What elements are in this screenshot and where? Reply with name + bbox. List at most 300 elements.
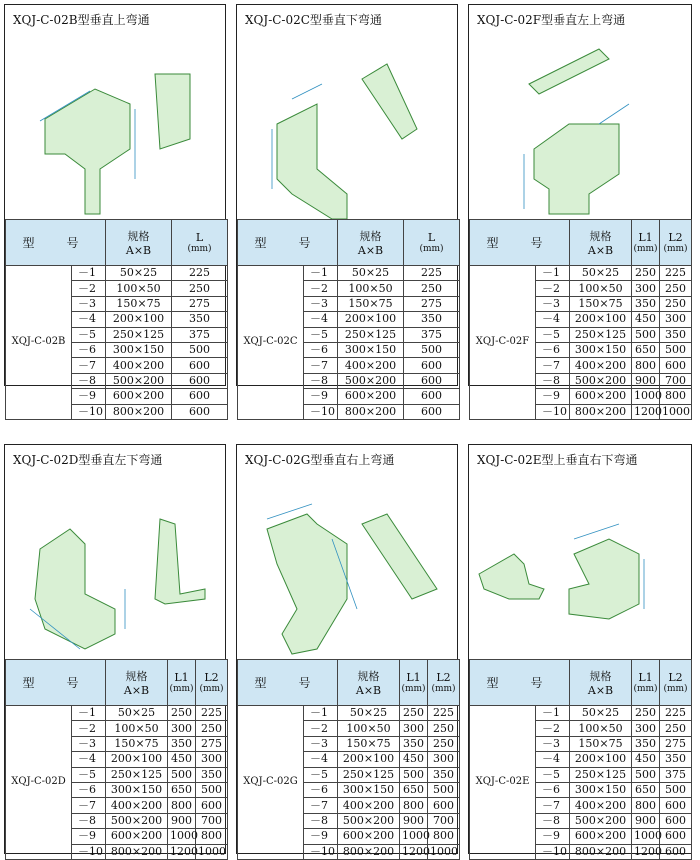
model-suffix: －6 — [304, 342, 338, 357]
length-l2: 600 — [660, 844, 692, 859]
model-name: XQJ-C-02F — [470, 266, 536, 420]
spec-value: 150×75 — [106, 736, 168, 751]
header-spec-label: 规格 — [589, 670, 612, 683]
header-c1 — [632, 660, 660, 706]
length-l2: 500 — [428, 782, 460, 797]
spec-table — [5, 659, 228, 860]
spec-value: 400×200 — [338, 798, 400, 813]
spec-value: 100×50 — [106, 281, 172, 296]
length-l1: 600 — [404, 358, 460, 373]
header-unit: (mm) — [169, 684, 194, 694]
length-l1: 350 — [400, 736, 428, 751]
length-l1: 500 — [632, 767, 660, 782]
header-c1 — [400, 660, 428, 706]
table-row — [470, 706, 692, 721]
header-c1 — [632, 220, 660, 266]
spec-value: 400×200 — [338, 358, 404, 373]
model-suffix: －2 — [536, 721, 570, 736]
length-l1: 275 — [404, 296, 460, 311]
header-length-label: L — [427, 231, 436, 244]
length-l1: 450 — [632, 312, 660, 327]
panel-02e — [468, 444, 692, 858]
model-suffix: －7 — [72, 358, 106, 373]
model-suffix: －10 — [72, 404, 106, 419]
model-suffix: －7 — [536, 358, 570, 373]
length-l2: 500 — [196, 782, 228, 797]
header-spec — [570, 220, 632, 266]
model-suffix: －9 — [72, 829, 106, 844]
header-unit: (mm) — [633, 684, 658, 694]
bend-right-down-illustration — [469, 469, 693, 679]
header-c1 — [404, 220, 460, 266]
length-l1: 450 — [168, 752, 196, 767]
model-suffix: －6 — [536, 342, 570, 357]
header-spec — [570, 660, 632, 706]
spec-value: 800×200 — [338, 404, 404, 419]
spec-value: 500×200 — [338, 813, 400, 828]
table-row — [6, 266, 228, 281]
panel-02f — [468, 4, 692, 418]
header-length-label: L2 — [668, 671, 683, 684]
model-name: XQJ-C-02E — [470, 706, 536, 860]
header-length-label: L1 — [406, 671, 421, 684]
spec-table — [237, 219, 460, 420]
length-l1: 300 — [168, 721, 196, 736]
spec-value: 400×200 — [106, 798, 168, 813]
model-suffix: －3 — [536, 736, 570, 751]
model-suffix: －8 — [72, 373, 106, 388]
spec-value: 250×125 — [106, 767, 168, 782]
length-l2: 275 — [660, 736, 692, 751]
length-l1: 300 — [632, 721, 660, 736]
length-l2: 250 — [196, 721, 228, 736]
panel-02g — [236, 444, 459, 858]
length-l1: 1200 — [168, 844, 196, 859]
model-suffix: －4 — [536, 752, 570, 767]
model-suffix: －2 — [72, 281, 106, 296]
product-illustration — [5, 469, 225, 683]
spec-value: 600×200 — [338, 829, 400, 844]
header-spec-label: 规格 — [359, 230, 382, 243]
length-l2: 1000 — [196, 844, 228, 859]
length-l1: 350 — [172, 312, 228, 327]
model-suffix: －5 — [536, 327, 570, 342]
product-illustration — [237, 29, 457, 223]
header-c2 — [660, 220, 692, 266]
header-spec-dims: A×B — [125, 244, 152, 257]
spec-value: 300×150 — [106, 782, 168, 797]
length-l1: 1000 — [400, 829, 428, 844]
model-suffix: －7 — [536, 798, 570, 813]
length-l1: 1200 — [400, 844, 428, 859]
panel-02b — [4, 4, 226, 418]
length-l1: 250 — [168, 706, 196, 721]
table-row — [470, 266, 692, 281]
spec-value: 50×25 — [106, 266, 172, 281]
spec-value: 200×100 — [106, 312, 172, 327]
spec-value: 800×200 — [338, 844, 400, 859]
spec-value: 500×200 — [570, 373, 632, 388]
header-length-label: L1 — [638, 231, 653, 244]
bend-right-up-illustration — [237, 469, 459, 679]
spec-value: 200×100 — [570, 312, 632, 327]
model-suffix: －9 — [536, 389, 570, 404]
length-l1: 275 — [172, 296, 228, 311]
length-l1: 350 — [404, 312, 460, 327]
length-l1: 1000 — [632, 829, 660, 844]
length-l1: 250 — [400, 706, 428, 721]
spec-value: 150×75 — [338, 736, 400, 751]
model-suffix: －3 — [304, 296, 338, 311]
length-l1: 1000 — [632, 389, 660, 404]
model-suffix: －1 — [72, 706, 106, 721]
length-l1: 250 — [172, 281, 228, 296]
length-l1: 225 — [404, 266, 460, 281]
panel-title: XQJ-C-02C型垂直下弯通 — [245, 13, 382, 27]
table-row — [238, 706, 460, 721]
length-l1: 600 — [172, 358, 228, 373]
spec-value: 250×125 — [106, 327, 172, 342]
spec-table — [469, 659, 692, 860]
length-l2: 225 — [660, 266, 692, 281]
length-l2: 800 — [660, 389, 692, 404]
model-suffix: －8 — [536, 373, 570, 388]
spec-value: 50×25 — [570, 266, 632, 281]
model-suffix: －7 — [304, 798, 338, 813]
length-l1: 450 — [632, 752, 660, 767]
header-c2 — [428, 660, 460, 706]
spec-table — [5, 219, 228, 420]
length-l2: 250 — [428, 736, 460, 751]
model-suffix: －6 — [536, 782, 570, 797]
model-suffix: －9 — [304, 389, 338, 404]
spec-value: 250×125 — [570, 767, 632, 782]
model-suffix: －6 — [72, 342, 106, 357]
length-l1: 800 — [632, 358, 660, 373]
length-l1: 350 — [632, 296, 660, 311]
spec-value: 50×25 — [570, 706, 632, 721]
spec-value: 300×150 — [570, 342, 632, 357]
header-spec-dims: A×B — [587, 244, 614, 257]
model-suffix: －4 — [304, 752, 338, 767]
header-spec — [338, 660, 400, 706]
length-l2: 225 — [196, 706, 228, 721]
model-suffix: －9 — [72, 389, 106, 404]
spec-value: 800×200 — [106, 404, 172, 419]
length-l1: 500 — [400, 767, 428, 782]
spec-value: 200×100 — [570, 752, 632, 767]
length-l2: 1000 — [428, 844, 460, 859]
length-l1: 375 — [404, 327, 460, 342]
spec-value: 200×100 — [106, 752, 168, 767]
model-name: XQJ-C-02G — [238, 706, 304, 860]
length-l2: 700 — [428, 813, 460, 828]
header-spec-label: 规格 — [357, 670, 380, 683]
spec-value: 500×200 — [570, 813, 632, 828]
table-row — [6, 706, 228, 721]
length-l2: 350 — [428, 767, 460, 782]
length-l2: 600 — [660, 358, 692, 373]
spec-value: 150×75 — [570, 296, 632, 311]
model-suffix: －6 — [72, 782, 106, 797]
length-l1: 600 — [404, 389, 460, 404]
length-l2: 225 — [660, 706, 692, 721]
header-model: 型 号 — [238, 660, 338, 706]
spec-value: 100×50 — [338, 281, 404, 296]
length-l1: 300 — [400, 721, 428, 736]
length-l1: 500 — [632, 327, 660, 342]
spec-value: 400×200 — [570, 358, 632, 373]
header-length-label: L2 — [204, 671, 219, 684]
length-l1: 500 — [404, 342, 460, 357]
bend-left-up-illustration — [469, 29, 693, 219]
header-model: 型 号 — [470, 220, 570, 266]
product-illustration — [5, 29, 225, 223]
bend-down-illustration — [237, 29, 459, 219]
model-suffix: －5 — [72, 767, 106, 782]
length-l1: 650 — [168, 782, 196, 797]
length-l2: 375 — [660, 767, 692, 782]
spec-value: 300×150 — [106, 342, 172, 357]
length-l1: 600 — [404, 404, 460, 419]
length-l2: 350 — [660, 752, 692, 767]
length-l1: 1200 — [632, 844, 660, 859]
length-l1: 500 — [172, 342, 228, 357]
length-l1: 900 — [632, 373, 660, 388]
length-l1: 450 — [400, 752, 428, 767]
spec-value: 250×125 — [338, 767, 400, 782]
spec-value: 150×75 — [338, 296, 404, 311]
header-unit: (mm) — [199, 684, 224, 694]
length-l2: 600 — [428, 798, 460, 813]
spec-value: 100×50 — [570, 281, 632, 296]
model-suffix: －8 — [72, 813, 106, 828]
panel-title: XQJ-C-02D型垂直左下弯通 — [13, 453, 163, 467]
length-l1: 250 — [404, 281, 460, 296]
spec-value: 50×25 — [338, 266, 404, 281]
spec-value: 600×200 — [570, 829, 632, 844]
panel-02c — [236, 4, 458, 418]
header-spec-label: 规格 — [125, 670, 148, 683]
length-l2: 350 — [196, 767, 228, 782]
model-suffix: －5 — [536, 767, 570, 782]
header-c2 — [660, 660, 692, 706]
length-l1: 300 — [632, 281, 660, 296]
header-unit: (mm) — [187, 244, 212, 254]
length-l1: 650 — [400, 782, 428, 797]
model-suffix: －10 — [72, 844, 106, 859]
panel-title: XQJ-C-02G型垂直右上弯通 — [245, 453, 395, 467]
spec-table — [469, 219, 692, 420]
header-spec-label: 规格 — [127, 230, 150, 243]
model-suffix: －5 — [72, 327, 106, 342]
header-length-label: L1 — [174, 671, 189, 684]
length-l1: 1200 — [632, 404, 660, 419]
model-suffix: －3 — [536, 296, 570, 311]
length-l1: 800 — [632, 798, 660, 813]
length-l1: 375 — [172, 327, 228, 342]
model-suffix: －4 — [304, 312, 338, 327]
model-suffix: －9 — [304, 829, 338, 844]
length-l2: 600 — [660, 798, 692, 813]
length-l2: 225 — [428, 706, 460, 721]
model-name: XQJ-C-02B — [6, 266, 72, 420]
length-l2: 1000 — [660, 404, 692, 419]
length-l2: 600 — [660, 829, 692, 844]
length-l1: 350 — [168, 736, 196, 751]
model-suffix: －4 — [72, 752, 106, 767]
spec-value: 100×50 — [106, 721, 168, 736]
header-model: 型 号 — [238, 220, 338, 266]
header-unit: (mm) — [633, 244, 658, 254]
model-suffix: －10 — [304, 404, 338, 419]
spec-table — [237, 659, 460, 860]
length-l2: 250 — [428, 721, 460, 736]
length-l2: 600 — [660, 813, 692, 828]
spec-value: 600×200 — [338, 389, 404, 404]
spec-value: 50×25 — [106, 706, 168, 721]
model-suffix: －7 — [304, 358, 338, 373]
table-row — [238, 266, 460, 281]
panel-title: XQJ-C-02E型上垂直右下弯通 — [477, 453, 638, 467]
length-l2: 300 — [428, 752, 460, 767]
spec-value: 400×200 — [570, 798, 632, 813]
model-suffix: －9 — [536, 829, 570, 844]
model-suffix: －10 — [536, 404, 570, 419]
length-l1: 500 — [168, 767, 196, 782]
length-l2: 600 — [196, 798, 228, 813]
header-spec — [106, 660, 168, 706]
spec-value: 800×200 — [570, 404, 632, 419]
model-suffix: －5 — [304, 327, 338, 342]
length-l1: 800 — [400, 798, 428, 813]
length-l1: 600 — [404, 373, 460, 388]
header-spec — [106, 220, 172, 266]
model-suffix: －2 — [72, 721, 106, 736]
length-l2: 250 — [660, 281, 692, 296]
header-length-label: L2 — [436, 671, 451, 684]
model-suffix: －1 — [304, 266, 338, 281]
length-l1: 900 — [168, 813, 196, 828]
spec-value: 800×200 — [570, 844, 632, 859]
header-spec-label: 规格 — [589, 230, 612, 243]
length-l2: 350 — [660, 327, 692, 342]
header-c1 — [168, 660, 196, 706]
spec-value: 600×200 — [106, 389, 172, 404]
length-l2: 300 — [196, 752, 228, 767]
spec-value: 300×150 — [570, 782, 632, 797]
length-l1: 225 — [172, 266, 228, 281]
spec-value: 500×200 — [338, 373, 404, 388]
header-spec-dims: A×B — [357, 244, 384, 257]
spec-value: 150×75 — [106, 296, 172, 311]
panel-02d — [4, 444, 227, 858]
length-l1: 900 — [632, 813, 660, 828]
model-suffix: －3 — [304, 736, 338, 751]
bend-left-down-illustration — [5, 469, 227, 679]
panel-title: XQJ-C-02F型垂直左上弯通 — [477, 13, 626, 27]
spec-value: 200×100 — [338, 752, 400, 767]
model-suffix: －8 — [304, 813, 338, 828]
spec-value: 300×150 — [338, 782, 400, 797]
spec-value: 150×75 — [570, 736, 632, 751]
header-model: 型 号 — [470, 660, 570, 706]
model-suffix: －1 — [536, 266, 570, 281]
header-length-label: L1 — [638, 671, 653, 684]
model-suffix: －10 — [304, 844, 338, 859]
spec-value: 500×200 — [106, 813, 168, 828]
length-l2: 700 — [196, 813, 228, 828]
header-unit: (mm) — [401, 684, 426, 694]
model-suffix: －1 — [536, 706, 570, 721]
length-l1: 350 — [632, 736, 660, 751]
length-l1: 900 — [400, 813, 428, 828]
model-suffix: －1 — [72, 266, 106, 281]
header-spec-dims: A×B — [355, 684, 382, 697]
length-l1: 1000 — [168, 829, 196, 844]
header-unit: (mm) — [663, 684, 688, 694]
length-l2: 500 — [660, 342, 692, 357]
model-suffix: －2 — [304, 281, 338, 296]
length-l2: 275 — [196, 736, 228, 751]
model-name: XQJ-C-02C — [238, 266, 304, 420]
length-l1: 800 — [168, 798, 196, 813]
header-c1 — [172, 220, 228, 266]
length-l1: 600 — [172, 373, 228, 388]
header-model: 型 号 — [6, 660, 106, 706]
product-illustration — [237, 469, 457, 683]
model-suffix: －4 — [536, 312, 570, 327]
header-length-label: L2 — [668, 231, 683, 244]
model-suffix: －5 — [304, 767, 338, 782]
spec-value: 250×125 — [570, 327, 632, 342]
spec-value: 500×200 — [106, 373, 172, 388]
panel-title: XQJ-C-02B型垂直上弯通 — [13, 13, 150, 27]
model-suffix: －8 — [304, 373, 338, 388]
model-suffix: －1 — [304, 706, 338, 721]
length-l2: 700 — [660, 373, 692, 388]
spec-value: 600×200 — [106, 829, 168, 844]
header-spec-dims: A×B — [587, 684, 614, 697]
length-l1: 250 — [632, 706, 660, 721]
header-unit: (mm) — [431, 684, 456, 694]
bend-up-illustration — [5, 29, 227, 219]
length-l2: 250 — [660, 296, 692, 311]
length-l2: 500 — [660, 782, 692, 797]
length-l1: 650 — [632, 782, 660, 797]
model-suffix: －7 — [72, 798, 106, 813]
spec-value: 100×50 — [570, 721, 632, 736]
model-suffix: －10 — [536, 844, 570, 859]
model-suffix: －4 — [72, 312, 106, 327]
header-unit: (mm) — [663, 244, 688, 254]
length-l2: 300 — [660, 312, 692, 327]
header-unit: (mm) — [419, 244, 444, 254]
length-l2: 250 — [660, 721, 692, 736]
length-l2: 800 — [428, 829, 460, 844]
header-length-label: L — [195, 231, 204, 244]
spec-value: 800×200 — [106, 844, 168, 859]
model-suffix: －3 — [72, 296, 106, 311]
length-l1: 250 — [632, 266, 660, 281]
spec-value: 200×100 — [338, 312, 404, 327]
spec-value: 300×150 — [338, 342, 404, 357]
length-l2: 800 — [196, 829, 228, 844]
model-suffix: －2 — [536, 281, 570, 296]
product-illustration — [469, 29, 691, 223]
model-suffix: －8 — [536, 813, 570, 828]
model-name: XQJ-C-02D — [6, 706, 72, 860]
